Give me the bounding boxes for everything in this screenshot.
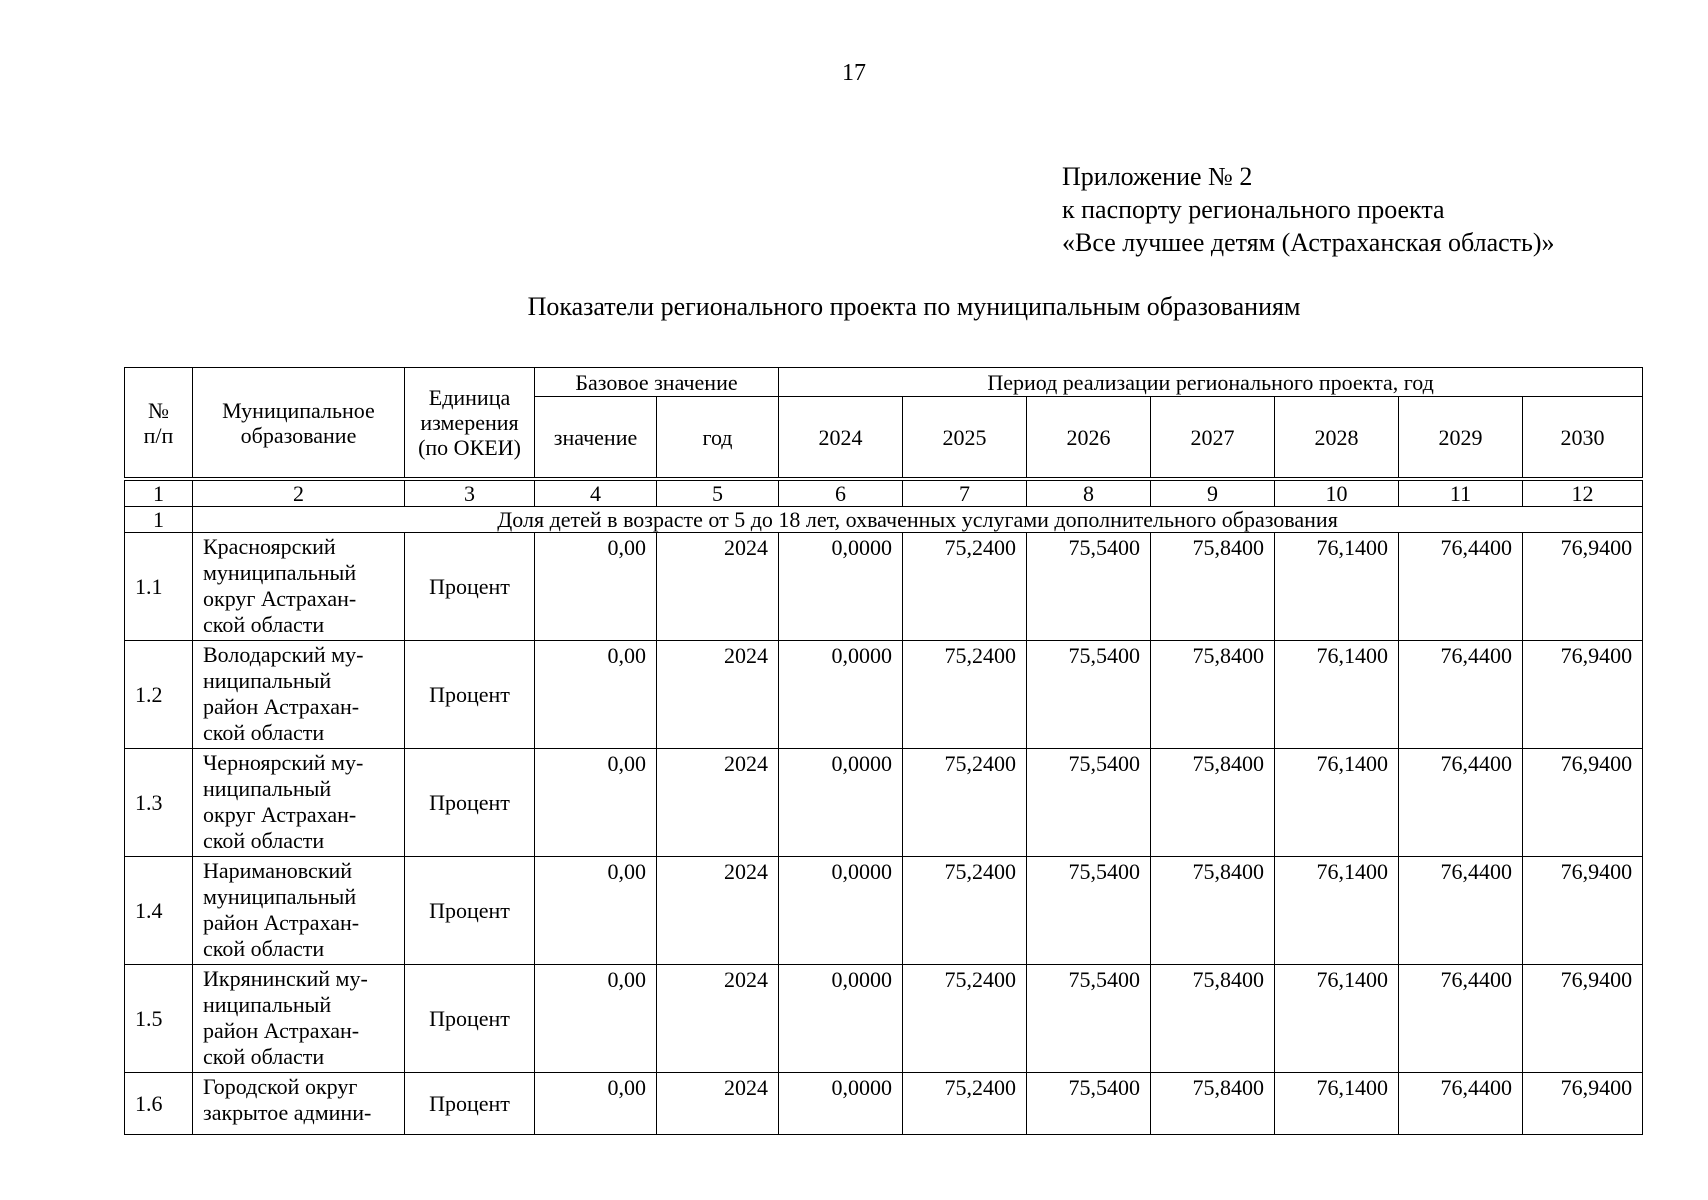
year-value-cell: 76,4400 xyxy=(1399,1073,1523,1135)
header-year: 2027 xyxy=(1151,397,1275,480)
unit-cell: Процент xyxy=(405,965,535,1073)
year-value-cell: 75,2400 xyxy=(903,749,1027,857)
column-number: 11 xyxy=(1399,479,1523,507)
base-value-cell: 0,00 xyxy=(535,749,657,857)
year-value-cell: 0,0000 xyxy=(779,749,903,857)
column-number: 4 xyxy=(535,479,657,507)
year-value-cell: 75,2400 xyxy=(903,533,1027,641)
header-year: 2026 xyxy=(1027,397,1151,480)
column-number: 2 xyxy=(193,479,405,507)
year-value-cell: 75,2400 xyxy=(903,641,1027,749)
year-value-cell: 76,4400 xyxy=(1399,533,1523,641)
column-number: 1 xyxy=(125,479,193,507)
header-year: 2030 xyxy=(1523,397,1643,480)
year-value-cell: 0,0000 xyxy=(779,1073,903,1135)
year-value-cell: 76,4400 xyxy=(1399,965,1523,1073)
column-number: 6 xyxy=(779,479,903,507)
column-number: 3 xyxy=(405,479,535,507)
header-year: 2024 xyxy=(779,397,903,480)
year-value-cell: 0,0000 xyxy=(779,965,903,1073)
unit-cell: Процент xyxy=(405,749,535,857)
section-row xyxy=(125,507,1643,533)
table-row xyxy=(125,1073,1643,1135)
year-value-cell: 75,2400 xyxy=(903,965,1027,1073)
unit-cell: Процент xyxy=(405,533,535,641)
header-year: 2025 xyxy=(903,397,1027,480)
row-number: 1.1 xyxy=(125,533,193,641)
column-number: 12 xyxy=(1523,479,1643,507)
unit-cell: Процент xyxy=(405,857,535,965)
year-value-cell: 76,1400 xyxy=(1275,965,1399,1073)
column-number: 9 xyxy=(1151,479,1275,507)
table-row xyxy=(125,965,1643,1073)
appendix-caption xyxy=(1062,160,1555,259)
data-rows xyxy=(125,533,1643,1135)
base-value-cell: 0,00 xyxy=(535,965,657,1073)
appendix-line-3: «Все лучшее детям (Астраханская область)» xyxy=(1062,228,1555,257)
year-value-cell: 76,1400 xyxy=(1275,1073,1399,1135)
municipality-name: Володарский му- ниципальный район Астрахан- ской области xyxy=(193,641,405,749)
year-value-cell: 75,5400 xyxy=(1027,641,1151,749)
base-value-cell: 0,00 xyxy=(535,641,657,749)
year-value-cell: 0,0000 xyxy=(779,641,903,749)
header-base-year: год xyxy=(657,397,779,480)
base-year-cell: 2024 xyxy=(657,749,779,857)
year-value-cell: 76,9400 xyxy=(1523,749,1643,857)
row-number: 1.2 xyxy=(125,641,193,749)
section-num: 1 xyxy=(125,507,193,533)
year-value-cell: 76,9400 xyxy=(1523,857,1643,965)
appendix-line-2: к паспорту регионального проекта xyxy=(1062,195,1445,224)
base-year-cell: 2024 xyxy=(657,965,779,1073)
table-row xyxy=(125,749,1643,857)
year-value-cell: 0,0000 xyxy=(779,857,903,965)
unit-cell: Процент xyxy=(405,1073,535,1135)
year-value-cell: 76,9400 xyxy=(1523,965,1643,1073)
base-year-cell: 2024 xyxy=(657,533,779,641)
header-row-top xyxy=(125,368,1643,397)
municipality-name: Городской округ закрытое админи- xyxy=(193,1073,405,1135)
year-value-cell: 75,8400 xyxy=(1151,641,1275,749)
appendix-line-1: Приложение № 2 xyxy=(1062,162,1253,191)
base-year-cell: 2024 xyxy=(657,1073,779,1135)
year-value-cell: 75,5400 xyxy=(1027,1073,1151,1135)
section-title: Доля детей в возрасте от 5 до 18 лет, охваченных услугами дополнительного образования xyxy=(193,507,1643,533)
year-value-cell: 75,8400 xyxy=(1151,857,1275,965)
column-number: 10 xyxy=(1275,479,1399,507)
header-municipality: Муниципальное образование xyxy=(193,368,405,480)
year-value-cell: 75,2400 xyxy=(903,1073,1027,1135)
municipality-name: Икрянинский му- ниципальный район Астрахан- ской области xyxy=(193,965,405,1073)
municipality-name: Черноярский му- ниципальный округ Астрахан- ской области xyxy=(193,749,405,857)
municipality-name: Красноярский муниципальный округ Астрахан- ской области xyxy=(193,533,405,641)
header-base: Базовое значение xyxy=(535,368,779,397)
header-unit: Единица измерения (по ОКЕИ) xyxy=(405,368,535,480)
year-value-cell: 75,2400 xyxy=(903,857,1027,965)
year-value-cell: 75,8400 xyxy=(1151,965,1275,1073)
year-value-cell: 76,4400 xyxy=(1399,641,1523,749)
row-number: 1.5 xyxy=(125,965,193,1073)
row-number: 1.4 xyxy=(125,857,193,965)
base-value-cell: 0,00 xyxy=(535,533,657,641)
year-value-cell: 75,5400 xyxy=(1027,857,1151,965)
unit-cell: Процент xyxy=(405,641,535,749)
indicators-table xyxy=(124,367,1643,1135)
year-value-cell: 75,5400 xyxy=(1027,749,1151,857)
page-number: 17 xyxy=(842,60,866,86)
header-base-value: значение xyxy=(535,397,657,480)
row-number: 1.3 xyxy=(125,749,193,857)
column-number: 8 xyxy=(1027,479,1151,507)
column-number: 5 xyxy=(657,479,779,507)
year-value-cell: 76,9400 xyxy=(1523,1073,1643,1135)
year-value-cell: 76,1400 xyxy=(1275,641,1399,749)
year-value-cell: 0,0000 xyxy=(779,533,903,641)
table-row xyxy=(125,857,1643,965)
year-value-cell: 75,5400 xyxy=(1027,533,1151,641)
year-value-cell: 76,4400 xyxy=(1399,857,1523,965)
municipality-name: Наримановский муниципальный район Астрахан- ской области xyxy=(193,857,405,965)
header-year: 2029 xyxy=(1399,397,1523,480)
year-value-cell: 76,1400 xyxy=(1275,749,1399,857)
year-value-cell: 76,9400 xyxy=(1523,533,1643,641)
year-value-cell: 75,8400 xyxy=(1151,749,1275,857)
table-row xyxy=(125,641,1643,749)
header-year: 2028 xyxy=(1275,397,1399,480)
year-value-cell: 75,5400 xyxy=(1027,965,1151,1073)
header-num: № п/п xyxy=(125,368,193,480)
document-title: Показатели регионального проекта по муниципальным образованиям xyxy=(527,292,1301,321)
year-value-cell: 76,9400 xyxy=(1523,641,1643,749)
base-year-cell: 2024 xyxy=(657,641,779,749)
row-number: 1.6 xyxy=(125,1073,193,1135)
year-value-cell: 76,4400 xyxy=(1399,749,1523,857)
base-year-cell: 2024 xyxy=(657,857,779,965)
column-number: 7 xyxy=(903,479,1027,507)
base-value-cell: 0,00 xyxy=(535,1073,657,1135)
header-period: Период реализации регионального проекта, год xyxy=(779,368,1643,397)
year-value-cell: 75,8400 xyxy=(1151,533,1275,641)
table-row xyxy=(125,533,1643,641)
base-value-cell: 0,00 xyxy=(535,857,657,965)
year-value-cell: 76,1400 xyxy=(1275,857,1399,965)
year-value-cell: 76,1400 xyxy=(1275,533,1399,641)
column-numbers-row xyxy=(125,479,1643,507)
year-value-cell: 75,8400 xyxy=(1151,1073,1275,1135)
